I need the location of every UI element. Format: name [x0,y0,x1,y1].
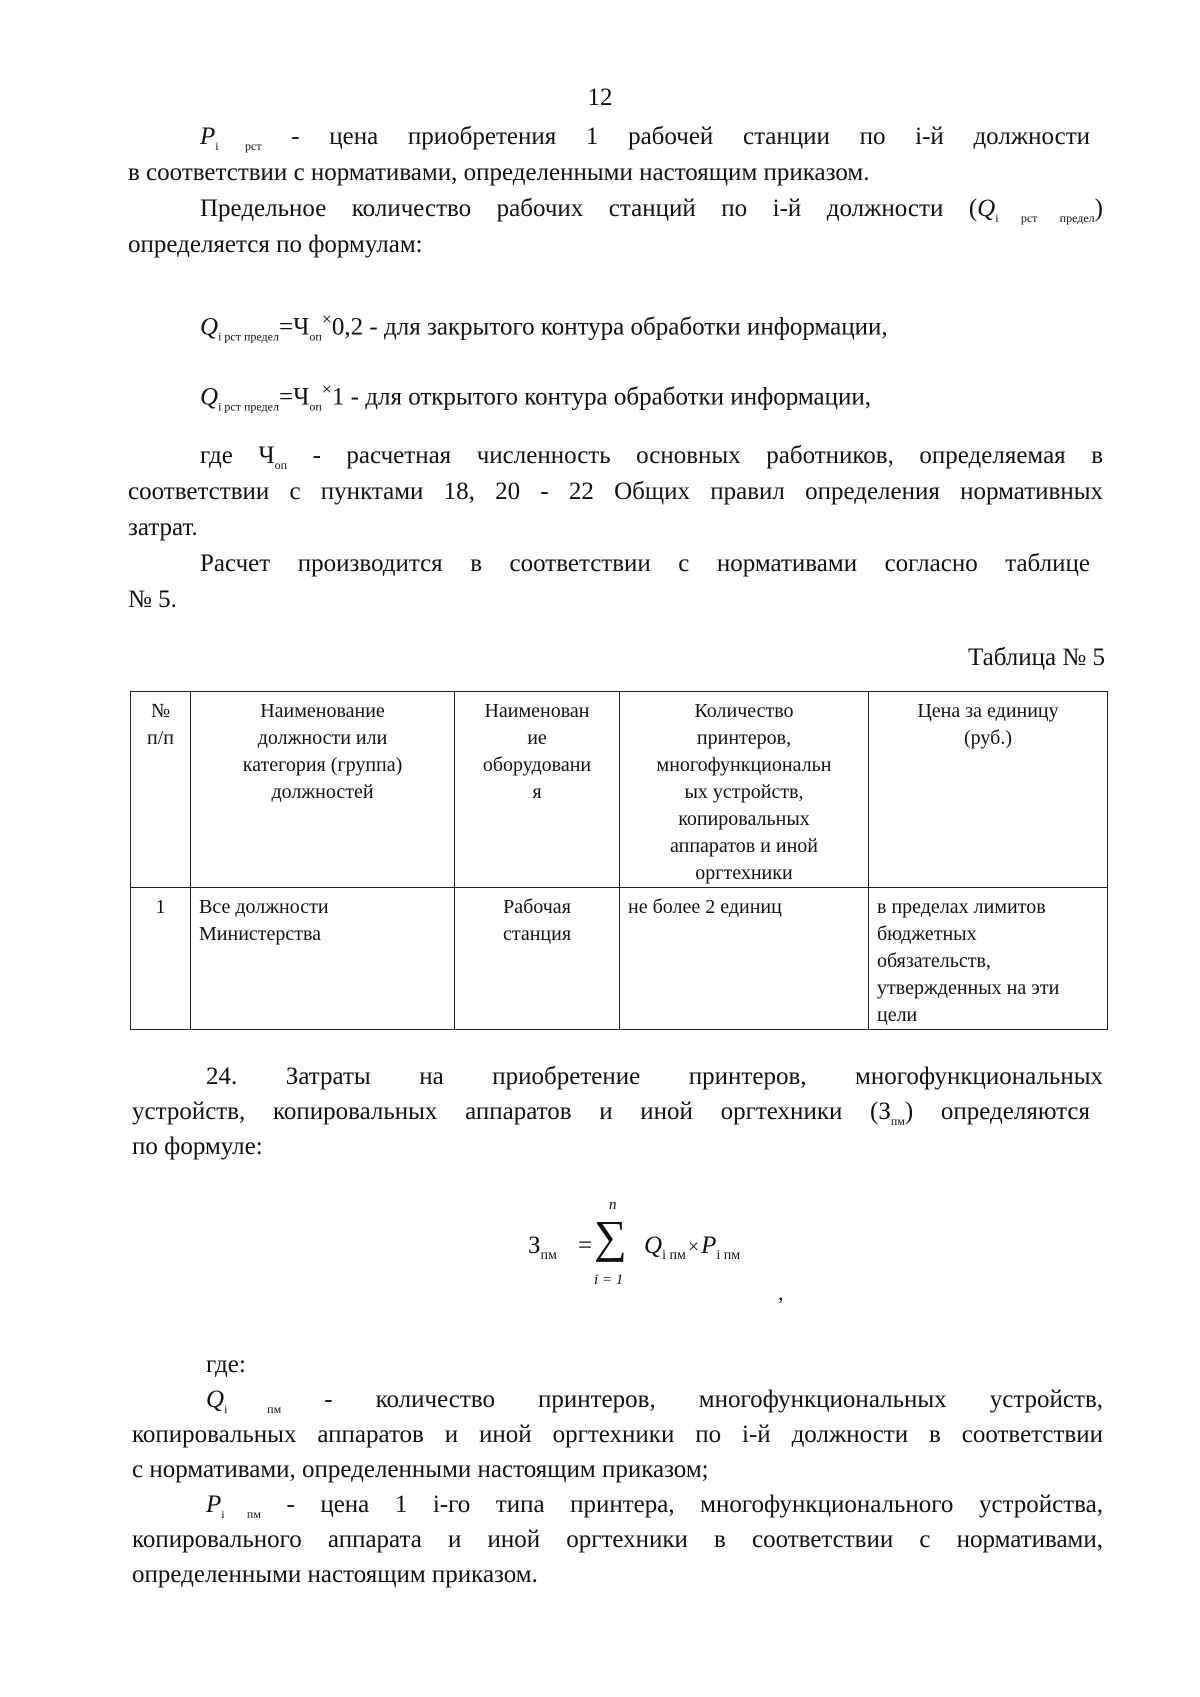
text: где Ч [200,442,275,469]
header-quantity: Количество принтеров, многофункциональн ых устройств, копировальных аппаратов и иной оргтехники [620,692,869,888]
symbol-q: Q [977,195,996,222]
sigma-icon: ∑ [594,1211,627,1262]
para3-line3: затрат. [128,514,198,541]
cell-equipment: Рабочая станция [455,888,620,1030]
text: - цена 1 i-го типа принтера, многофункционального устройства, [286,1491,1104,1518]
table-caption: Таблица № 5 [967,644,1105,671]
def-q-line1 [206,1385,1103,1424]
text: - количество принтеров, многофункциональных устройств, [324,1386,1103,1413]
formula-open-contour [200,374,871,421]
para5-line3: по формуле: [132,1133,263,1160]
subscript: i рст предел [218,329,279,344]
sum-lower-limit: i = 1 [594,1272,624,1288]
times-sign: × [321,379,332,399]
def-p-line1 [206,1490,1103,1529]
sum-upper-limit: n [609,1197,617,1213]
def-p-line2: копировального аппарата и иной оргтехники в соответствии с нормативами, [132,1526,1103,1553]
text: ) [1094,195,1103,222]
cell-number: 1 [131,888,191,1030]
symbol-q: Q [200,313,219,341]
cell-position: Все должности Министерства [191,888,455,1030]
header-price: Цена за единицу (руб.) [869,692,1108,888]
subscript: i рст [215,139,262,153]
page-number: 12 [587,84,613,111]
text: =Ч [278,313,310,341]
text: - расчетная численность основных работников, определяемая в [312,442,1103,469]
header-equipment: Наименован ие оборудовани я [455,692,620,888]
text: ) определяются [904,1098,1090,1125]
standards-table [130,691,1108,1030]
text: 1 - для открытого контура обработки информации, [331,383,872,411]
text: устройств, копировальных аппаратов и иной оргтехники (З [132,1098,891,1125]
symbol-q: Q [200,383,219,411]
def-q-line3: с нормативами, определенными настоящим приказом; [132,1456,709,1483]
para1-line2: в соответствии с нормативами, определенными настоящим приказом. [128,159,870,186]
where-label: где: [206,1351,246,1378]
symbol-q: Q [206,1386,225,1413]
para2-line2: определяется по формулам: [128,231,423,258]
formula-comma: , [778,1280,784,1305]
para5-line2 [132,1097,1090,1136]
subscript: i пм [221,1507,261,1521]
subscript: оп [309,399,322,414]
table-row [131,888,1108,1030]
symbol-p: P [200,123,216,150]
def-p-line3: определенными настоящим приказом. [132,1561,538,1588]
subscript: i рст предел [995,211,1095,225]
summand: $Q_{i пм} \times P_{i пм}$ [644,1232,741,1263]
para4-line1: Расчет производится в соответствии с нормативами согласно таблице [200,550,1090,577]
para2-line1 [200,194,1103,233]
lhs: $З_{пм}$ [528,1232,557,1263]
table-header-row [131,692,1108,888]
formula-closed-contour [200,304,888,351]
def-q-line2: копировальных аппаратов и иной оргтехники по i-й должности в соответствии [132,1421,1103,1448]
text: - цена приобретения 1 рабочей станции по i-й должности [291,123,1090,150]
subscript: оп [309,329,322,344]
para4-line2: № 5. [128,586,177,613]
text: 0,2 - для закрытого контура обработки информации, [331,313,888,341]
subscript: оп [274,458,288,472]
equals-sign: = [578,1232,593,1259]
times-sign: × [321,309,332,329]
subscript: i рст предел [218,399,279,414]
para5-line1: 24. Затраты на приобретение принтеров, многофункциональных [206,1063,1103,1090]
header-number: № п/п [131,692,191,888]
text: =Ч [278,383,310,411]
header-position: Наименование должности или категория (группа) должностей [191,692,455,888]
para1-line1 [200,122,1090,161]
subscript: пм [890,1114,905,1128]
subscript: i пм [224,1402,282,1416]
para3-line2: соответствии с пунктами 18, 20 - 22 Общих правил определения нормативных [128,478,1103,505]
para3-line1 [200,441,1103,480]
cell-quantity: не более 2 единиц [620,888,869,1030]
cell-price: в пределах лимитов бюджетных обязательств, утвержденных на эти цели [869,888,1108,1030]
text: Предельное количество рабочих станций по i-й должности ( [200,195,978,222]
symbol-p: P [206,1491,222,1518]
